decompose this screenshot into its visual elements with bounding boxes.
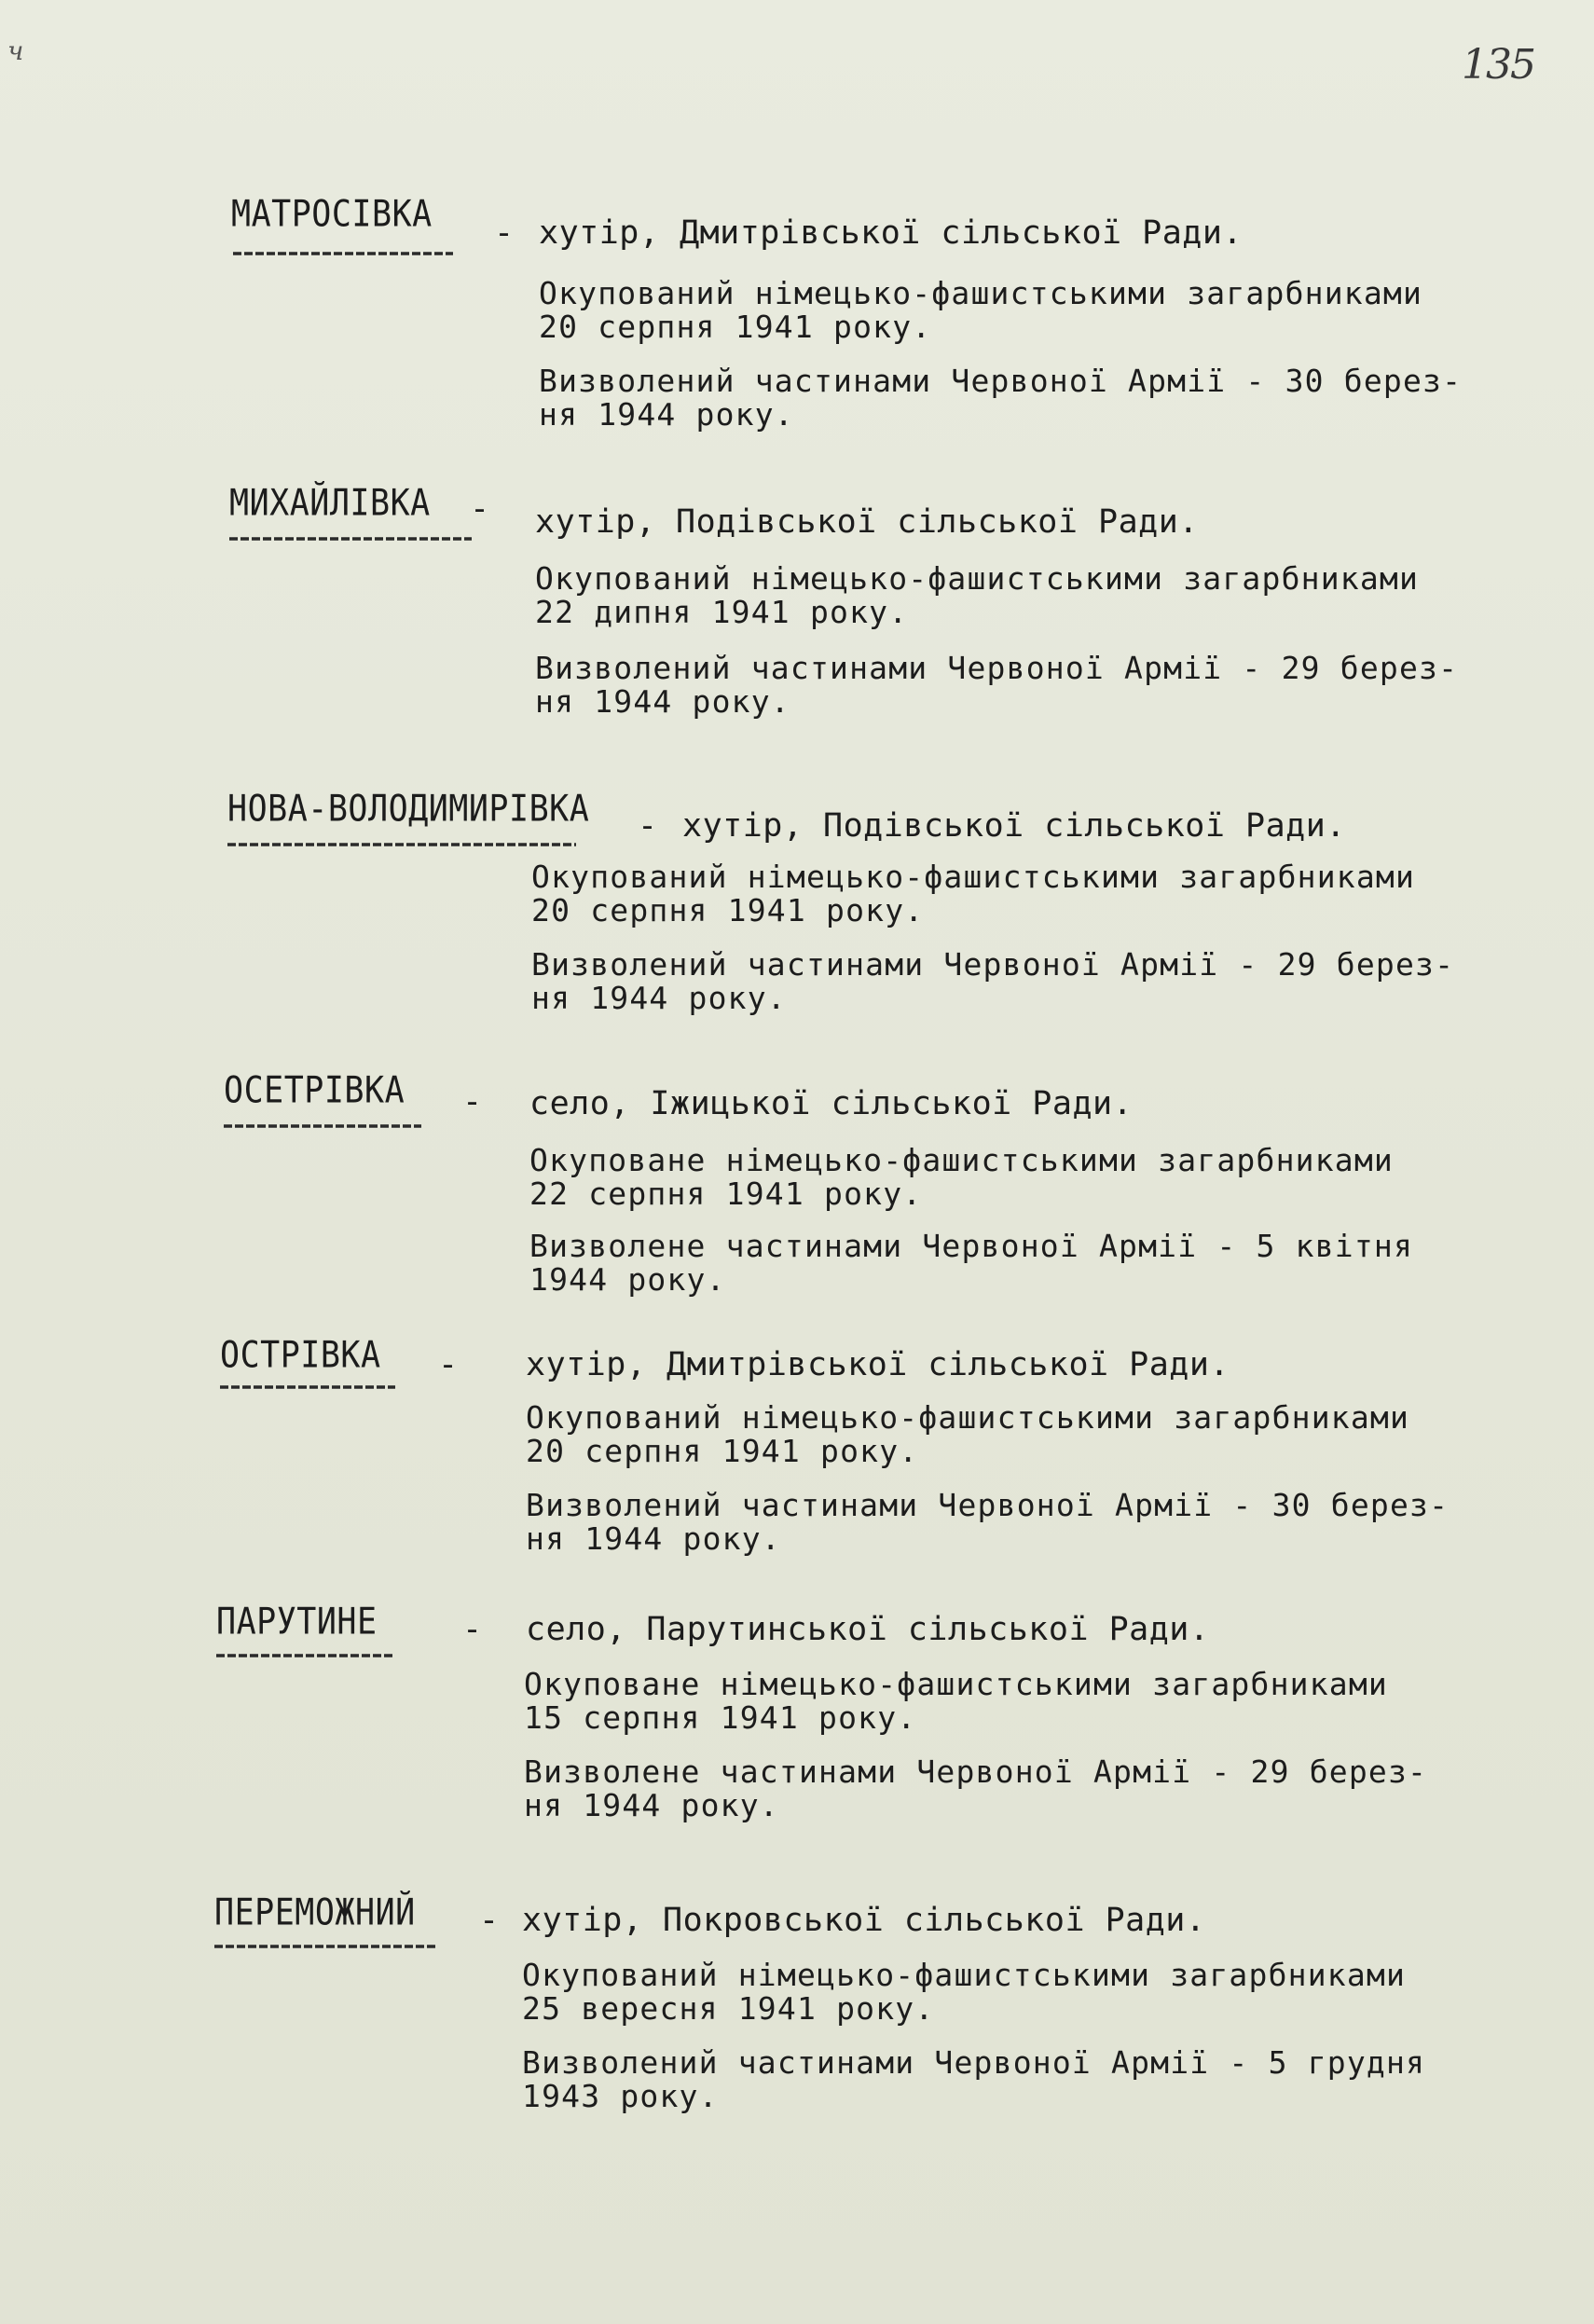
page-number: 135 [1462, 41, 1534, 89]
name-underline [227, 839, 576, 850]
occupation-line-2: 22 дипня 1941 року. [535, 594, 909, 630]
occupation-line-1: Окупований німецько-фашистськими загарбниками [539, 275, 1423, 311]
name-underline [214, 1941, 438, 1952]
occupation-line-1: Окупований німецько-фашистськими загарбниками [531, 859, 1416, 895]
name-dash: - [438, 1346, 459, 1383]
occupation-line-2: 22 серпня 1941 року. [529, 1176, 923, 1212]
occupation-line-1: Окуповане німецько-фашистськими загарбниками [524, 1666, 1388, 1702]
name-dash: - [462, 1083, 483, 1121]
settlement-name: МАТРОСІВКА [231, 194, 433, 236]
name-dash: - [479, 1902, 500, 1939]
occupation-line-1: Окупований німецько-фашистськими загарбниками [535, 560, 1420, 597]
corner-handwritten-mark: ч [7, 35, 24, 66]
settlement-description: село, Іжицької сільської Ради. [529, 1085, 1134, 1122]
settlement-name: ПАРУТИНЕ [216, 1602, 378, 1643]
occupation-line-2: 15 серпня 1941 року. [524, 1699, 917, 1736]
settlement-description: хутір, Подівської сільської Ради. [535, 503, 1199, 541]
liberation-line-2: 1944 року. [529, 1261, 726, 1298]
liberation-line-1: Визволений частинами Червоної Армії - 30 берез- [526, 1487, 1450, 1523]
name-underline [224, 1121, 421, 1132]
occupation-line-2: 20 серпня 1941 року. [531, 892, 925, 928]
settlement-description: хутір, Покровської сільської Ради. [522, 1902, 1206, 1939]
settlement-name: ОСЕТРІВКА [224, 1070, 405, 1112]
name-underline [229, 533, 472, 544]
settlement-description: село, Парутинської сільської Ради. [526, 1611, 1210, 1648]
liberation-line-2: ня 1944 року. [539, 396, 794, 433]
liberation-line-1: Визволений частинами Червоної Армії - 30 берез- [539, 363, 1463, 399]
settlement-name: МИХАЙЛІВКА [229, 483, 431, 525]
occupation-line-1: Окупований німецько-фашистськими загарбниками [526, 1399, 1410, 1436]
name-dash: - [638, 807, 658, 845]
settlement-description: хутір, Подівської сільської Ради. [682, 807, 1346, 845]
occupation-line-1: Окуповане німецько-фашистськими загарбниками [529, 1142, 1394, 1178]
settlement-description: хутір, Дмитрівської сільської Ради. [539, 214, 1244, 252]
occupation-line-2: 20 серпня 1941 року. [526, 1433, 919, 1469]
liberation-line-1: Визволений частинами Червоної Армії - 29 берез- [531, 946, 1455, 983]
liberation-line-1: Визволений частинами Червоної Армії - 5 грудня [522, 2044, 1426, 2081]
settlement-name: НОВА-ВОЛОДИМИРІВКА [227, 789, 590, 831]
occupation-line-1: Окупований німецько-фашистськими загарбниками [522, 1957, 1407, 1993]
name-dash: - [494, 214, 515, 252]
liberation-line-1: Визволене частинами Червоної Армії - 5 квітня [529, 1228, 1414, 1264]
name-underline [220, 1382, 395, 1393]
liberation-line-2: ня 1944 року. [526, 1520, 781, 1557]
name-dash: - [462, 1611, 483, 1648]
liberation-line-2: ня 1944 року. [531, 980, 787, 1016]
occupation-line-2: 25 вересня 1941 року. [522, 1990, 935, 2027]
liberation-line-2: ня 1944 року. [524, 1787, 779, 1823]
name-underline [233, 248, 453, 259]
name-underline [216, 1650, 393, 1661]
settlement-name: ПЕРЕМОЖНИЙ [214, 1892, 416, 1934]
liberation-line-1: Визволене частинами Червоної Армії - 29 берез- [524, 1753, 1428, 1790]
liberation-line-2: ня 1944 року. [535, 683, 790, 720]
name-dash: - [470, 490, 490, 528]
settlement-name: ОСТРІВКА [220, 1335, 381, 1377]
occupation-line-2: 20 серпня 1941 року. [539, 309, 932, 345]
liberation-line-1: Визволений частинами Червоної Армії - 29 берез- [535, 650, 1459, 686]
settlement-description: хутір, Дмитрівської сільської Ради. [526, 1346, 1230, 1383]
liberation-line-2: 1943 року. [522, 2078, 719, 2114]
